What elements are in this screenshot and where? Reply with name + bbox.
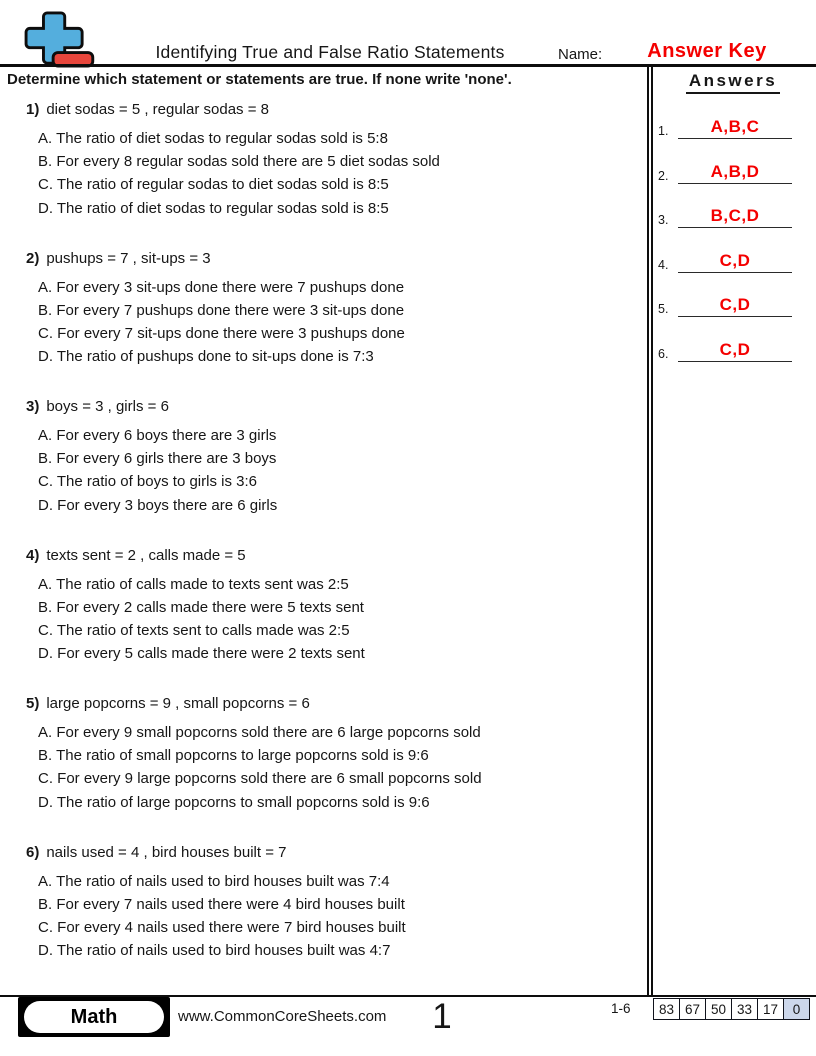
question-options	[38, 276, 642, 369]
math-badge-label: Math	[24, 1001, 164, 1033]
question-header	[26, 843, 642, 863]
answers-panel-header	[653, 71, 813, 94]
answer-number: 3.	[658, 213, 669, 227]
math-badge	[18, 997, 170, 1037]
question-header	[26, 397, 642, 417]
question-prompt: texts sent = 2 , calls made = 5	[46, 546, 246, 564]
question-header	[26, 546, 642, 566]
question-prompt: boys = 3 , girls = 6	[46, 398, 169, 415]
question-option: C. The ratio of boys to girls is 3:6	[38, 473, 257, 491]
score-range-label: 1-6	[611, 1001, 631, 1016]
question-block-4	[26, 546, 642, 666]
answer-value: A,B,D	[678, 162, 792, 184]
question-option: B. For every 2 calls made there were 5 texts sent	[38, 598, 364, 616]
question-prompt: large popcorns = 9 , small popcorns = 6	[46, 695, 310, 712]
question-block-6	[26, 843, 642, 963]
question-option: B. For every 7 pushups done there were 3 sit-ups done	[38, 301, 405, 319]
question-block-5	[26, 694, 642, 814]
question-prompt: pushups = 7 , sit-ups = 3	[46, 249, 211, 267]
answer-row-5	[656, 290, 794, 317]
question-header	[26, 249, 642, 269]
question-options	[38, 721, 642, 814]
question-option: D. The ratio of diet sodas to regular sodas sold is 8:5	[38, 199, 389, 217]
page-number: 1	[432, 997, 452, 1036]
question-option: B. For every 7 nails used there were 4 bird houses built	[38, 895, 405, 913]
question-block-1	[26, 100, 642, 220]
question-option: C. For every 9 large popcorns sold there are 6 small popcorns sold	[38, 770, 482, 788]
answer-row-2	[656, 157, 794, 184]
question-option: C. The ratio of regular sodas to diet sodas sold is 8:5	[38, 176, 389, 194]
answer-number: 4.	[658, 257, 669, 272]
score-cell: 17	[757, 998, 784, 1020]
question-option: A. For every 3 sit-ups done there were 7 pushups done	[38, 278, 405, 296]
question-options	[38, 870, 642, 963]
answer-value: C,D	[678, 340, 792, 362]
question-block-3	[26, 397, 642, 517]
question-option: D. The ratio of nails used to bird houses built was 4:7	[38, 942, 391, 960]
score-table	[654, 998, 810, 1020]
name-value-answer-key: Answer Key	[647, 40, 767, 62]
question-option: D. For every 3 boys there are 6 girls	[38, 496, 278, 514]
answer-row-6	[656, 335, 794, 362]
plus-minus-logo-icon	[16, 10, 98, 68]
answer-value: B,C,D	[678, 206, 792, 228]
answer-number: 5.	[658, 302, 669, 316]
answer-number: 2.	[658, 168, 669, 183]
question-prompt: diet sodas = 5 , regular sodas = 8	[46, 101, 269, 118]
page-title: Identifying True and False Ratio Statements	[155, 42, 505, 62]
question-options	[38, 573, 642, 666]
answer-row-4	[656, 246, 794, 273]
question-option: D. The ratio of pushups done to sit-ups done is 7:3	[38, 348, 374, 366]
answer-value: C,D	[678, 251, 792, 273]
answer-value: A,B,C	[678, 117, 792, 139]
score-cell-highlighted: 0	[783, 998, 810, 1020]
question-option: B. For every 6 girls there are 3 boys	[38, 450, 277, 468]
plus-minus-logo-svg	[16, 10, 98, 68]
question-number: 2)	[26, 249, 40, 267]
name-label: Name:	[558, 46, 603, 63]
question-number: 3)	[26, 398, 40, 415]
header-divider	[0, 64, 816, 67]
question-option: B. For every 8 regular sodas sold there are 5 diet sodas sold	[38, 153, 440, 171]
question-number: 5)	[26, 695, 40, 712]
question-option: D. The ratio of large popcorns to small popcorns sold is 9:6	[38, 793, 430, 811]
question-option: C. The ratio of texts sent to calls made was 2:5	[38, 621, 350, 639]
instructions-text: Determine which statement or statements are true. If none write 'none'.	[7, 71, 512, 88]
question-number: 6)	[26, 843, 40, 861]
answer-number: 6.	[658, 346, 669, 361]
question-option: A. The ratio of calls made to texts sent was 2:5	[38, 575, 349, 593]
question-number: 1)	[26, 101, 40, 118]
question-header	[26, 100, 642, 120]
score-cell: 33	[731, 998, 758, 1020]
question-option: B. The ratio of small popcorns to large popcorns sold is 9:6	[38, 747, 429, 765]
question-prompt: nails used = 4 , bird houses built = 7	[46, 843, 287, 861]
question-block-2	[26, 249, 642, 369]
question-options	[38, 127, 642, 220]
score-cell: 67	[679, 998, 706, 1020]
question-option: C. For every 4 nails used there were 7 bird houses built	[38, 918, 406, 936]
answer-number: 1.	[658, 124, 669, 138]
question-option: A. For every 9 small popcorns sold there are 6 large popcorns sold	[38, 724, 481, 741]
question-option: A. The ratio of nails used to bird houses built was 7:4	[38, 872, 390, 890]
answers-column-divider	[647, 67, 653, 996]
answer-row-3	[656, 201, 794, 228]
question-option: A. For every 6 boys there are 3 girls	[38, 427, 277, 444]
score-cell: 83	[653, 998, 680, 1020]
question-number: 4)	[26, 546, 40, 564]
question-header	[26, 694, 642, 714]
question-options	[38, 424, 642, 517]
answer-value: C,D	[678, 295, 792, 317]
question-option: D. For every 5 calls made there were 2 texts sent	[38, 645, 365, 663]
answer-row-1	[656, 112, 794, 139]
question-option: C. For every 7 sit-ups done there were 3 pushups done	[38, 324, 405, 342]
score-cell: 50	[705, 998, 732, 1020]
answers-heading: Answers	[686, 71, 780, 94]
question-option: A. The ratio of diet sodas to regular sodas sold is 5:8	[38, 130, 388, 147]
website-text: www.CommonCoreSheets.com	[178, 1008, 387, 1025]
